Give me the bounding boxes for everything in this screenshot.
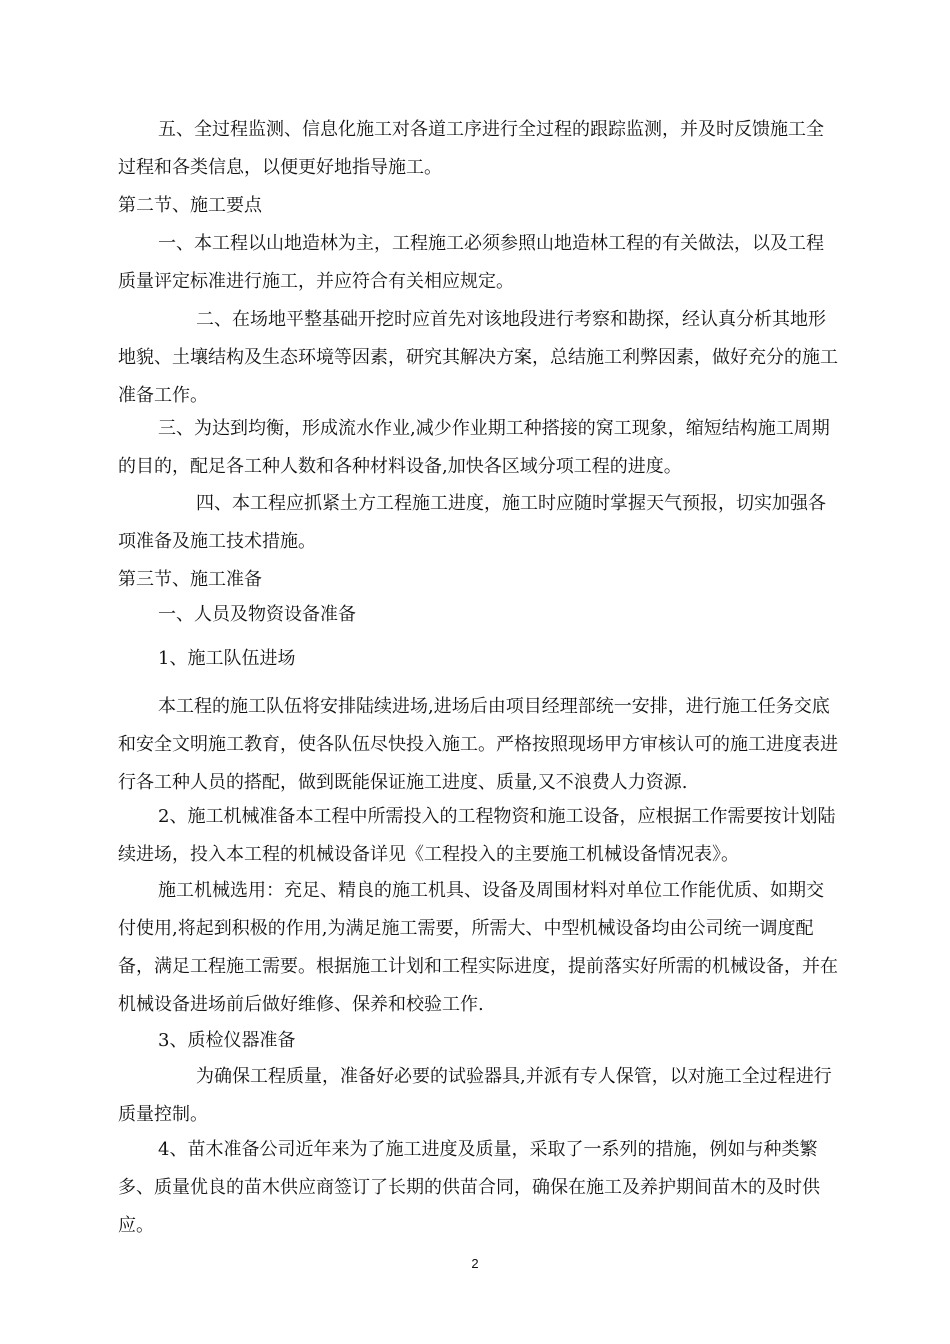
paragraph: 二、在场地平整基础开挖时应首先对该地段进行考察和勘探，经认真分析其地形地貌、土壤结构及生态环境等因素，研究其解决方案，总结施工利弊因素，做好充分的施工准备工作。 xyxy=(118,309,838,406)
section-heading: 第二节、施工要点 xyxy=(118,195,262,216)
section-heading: 第三节、施工准备 xyxy=(118,569,262,590)
paragraph: 为确保工程质量，准备好必要的试验器具,并派有专人保管，以对施工全过程进行质量控制。 xyxy=(118,1066,832,1125)
paragraph: 施工机械选用：充足、精良的施工机具、设备及周围材料对单位工作能优质、如期交付使用,将起到积极的作用,为满足施工需要，所需大、中型机械设备均由公司统一调度配备，满足工程施工需要。根据施工计划和工程实际进度，提前落实好所需的机械设备，并在机械设备进场前后做好维修、保养和校验工作. xyxy=(118,880,838,1015)
paragraph: 四、本工程应抓紧土方工程施工进度，施工时应随时掌握天气预报，切实加强各项准备及施工技术措施。 xyxy=(118,493,826,552)
paragraph: 2、施工机械准备本工程中所需投入的工程物资和施工设备，应根据工作需要按计划陆续进场，投入本工程的机械设备详见《工程投入的主要施工机械设备情况表》。 xyxy=(118,806,836,865)
paragraph: 4、苗木准备公司近年来为了施工进度及质量，采取了一系列的措施，例如与种类繁多、质量优良的苗木供应商签订了长期的供苗合同，确保在施工及养护期间苗木的及时供应。 xyxy=(118,1139,820,1236)
subsection-heading: 1、施工队伍进场 xyxy=(158,648,296,669)
paragraph: 五、全过程监测、信息化施工对各道工序进行全过程的跟踪监测，并及时反馈施工全过程和各类信息，以便更好地指导施工。 xyxy=(118,119,824,178)
paragraph: 本工程的施工队伍将安排陆续进场,进场后由项目经理部统一安排，进行施工任务交底和安全文明施工教育，使各队伍尽快投入施工。严格按照现场甲方审核认可的施工进度表进行各工种人员的搭配，做到既能保证施工进度、质量,又不浪费人力资源. xyxy=(118,696,838,793)
subsection-heading: 3、质检仪器准备 xyxy=(158,1030,296,1051)
paragraph: 一、本工程以山地造林为主，工程施工必须参照山地造林工程的有关做法，以及工程质量评定标准进行施工，并应符合有关相应规定。 xyxy=(118,233,824,292)
subsection-heading: 一、人员及物资设备准备 xyxy=(158,604,356,625)
page-number: 2 xyxy=(471,1256,479,1271)
paragraph: 三、为达到均衡，形成流水作业,减少作业期工种搭接的窝工现象，缩短结构施工周期的目的，配足各工种人数和各种材料设备,加快各区域分项工程的进度。 xyxy=(118,418,830,477)
